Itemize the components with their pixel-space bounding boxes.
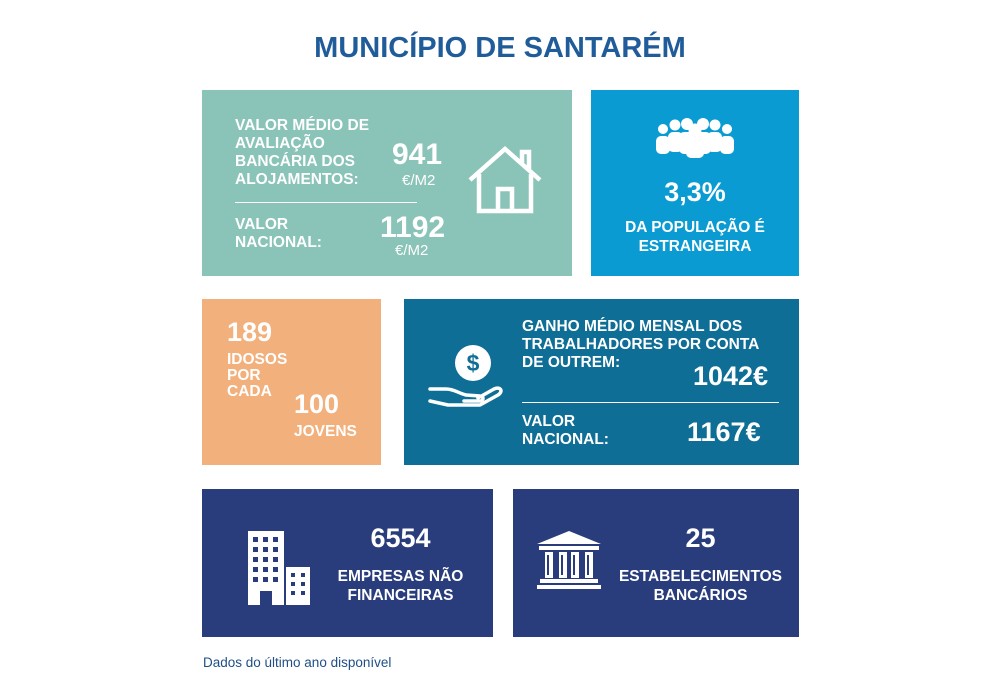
- banks-label: ESTABELECIMENTOS BANCÁRIOS: [618, 568, 783, 604]
- banks-card: [513, 489, 799, 637]
- crowd-icon: [653, 118, 737, 158]
- page-title: MUNICÍPIO DE SANTARÉM: [314, 32, 686, 64]
- housing-value: 941: [392, 138, 443, 171]
- bank-icon: [537, 531, 601, 589]
- housing-valuation-card: [202, 90, 572, 276]
- housing-label: VALOR MÉDIO DE AVALIAÇÃO BANCÁRIA DOS ALOJAMENTOS:: [235, 117, 370, 188]
- wages-card: [404, 299, 799, 465]
- national-housing-label: VALOR NACIONAL:: [235, 216, 322, 251]
- divider: [235, 202, 417, 203]
- money-hand-icon: [428, 341, 506, 407]
- divider: [522, 402, 779, 403]
- national-housing-value: 1192: [380, 211, 446, 244]
- companies-count: 6554: [370, 523, 431, 553]
- building-icon: [248, 531, 310, 605]
- companies-card: [202, 489, 493, 637]
- companies-label: EMPRESAS NÃO FINANCEIRAS: [337, 568, 464, 604]
- youth-label: JOVENS: [294, 423, 357, 440]
- svg-text:$: $: [466, 350, 480, 376]
- national-wages-label: VALOR NACIONAL:: [522, 413, 609, 448]
- wages-value: 1042€: [693, 361, 769, 391]
- foreign-population-card: [591, 90, 799, 276]
- aging-index-card: [202, 299, 381, 465]
- foreign-percentage: 3,3%: [664, 177, 726, 207]
- national-wages-value: 1167€: [687, 417, 761, 447]
- national-housing-unit: €/M2: [395, 242, 429, 259]
- house-icon: [467, 145, 543, 215]
- banks-count: 25: [685, 523, 716, 553]
- housing-unit: €/M2: [402, 172, 436, 189]
- foreign-label: DA POPULAÇÃO É ESTRANGEIRA: [625, 219, 765, 255]
- footnote: Dados do último ano disponível: [203, 655, 392, 670]
- wages-label: GANHO MÉDIO MENSAL DOS TRABALHADORES POR CONTA DE OUTREM:: [522, 318, 759, 371]
- elderly-count: 189: [227, 317, 273, 347]
- elderly-per-label: IDOSOS POR CADA: [227, 351, 288, 400]
- youth-count: 100: [294, 389, 340, 419]
